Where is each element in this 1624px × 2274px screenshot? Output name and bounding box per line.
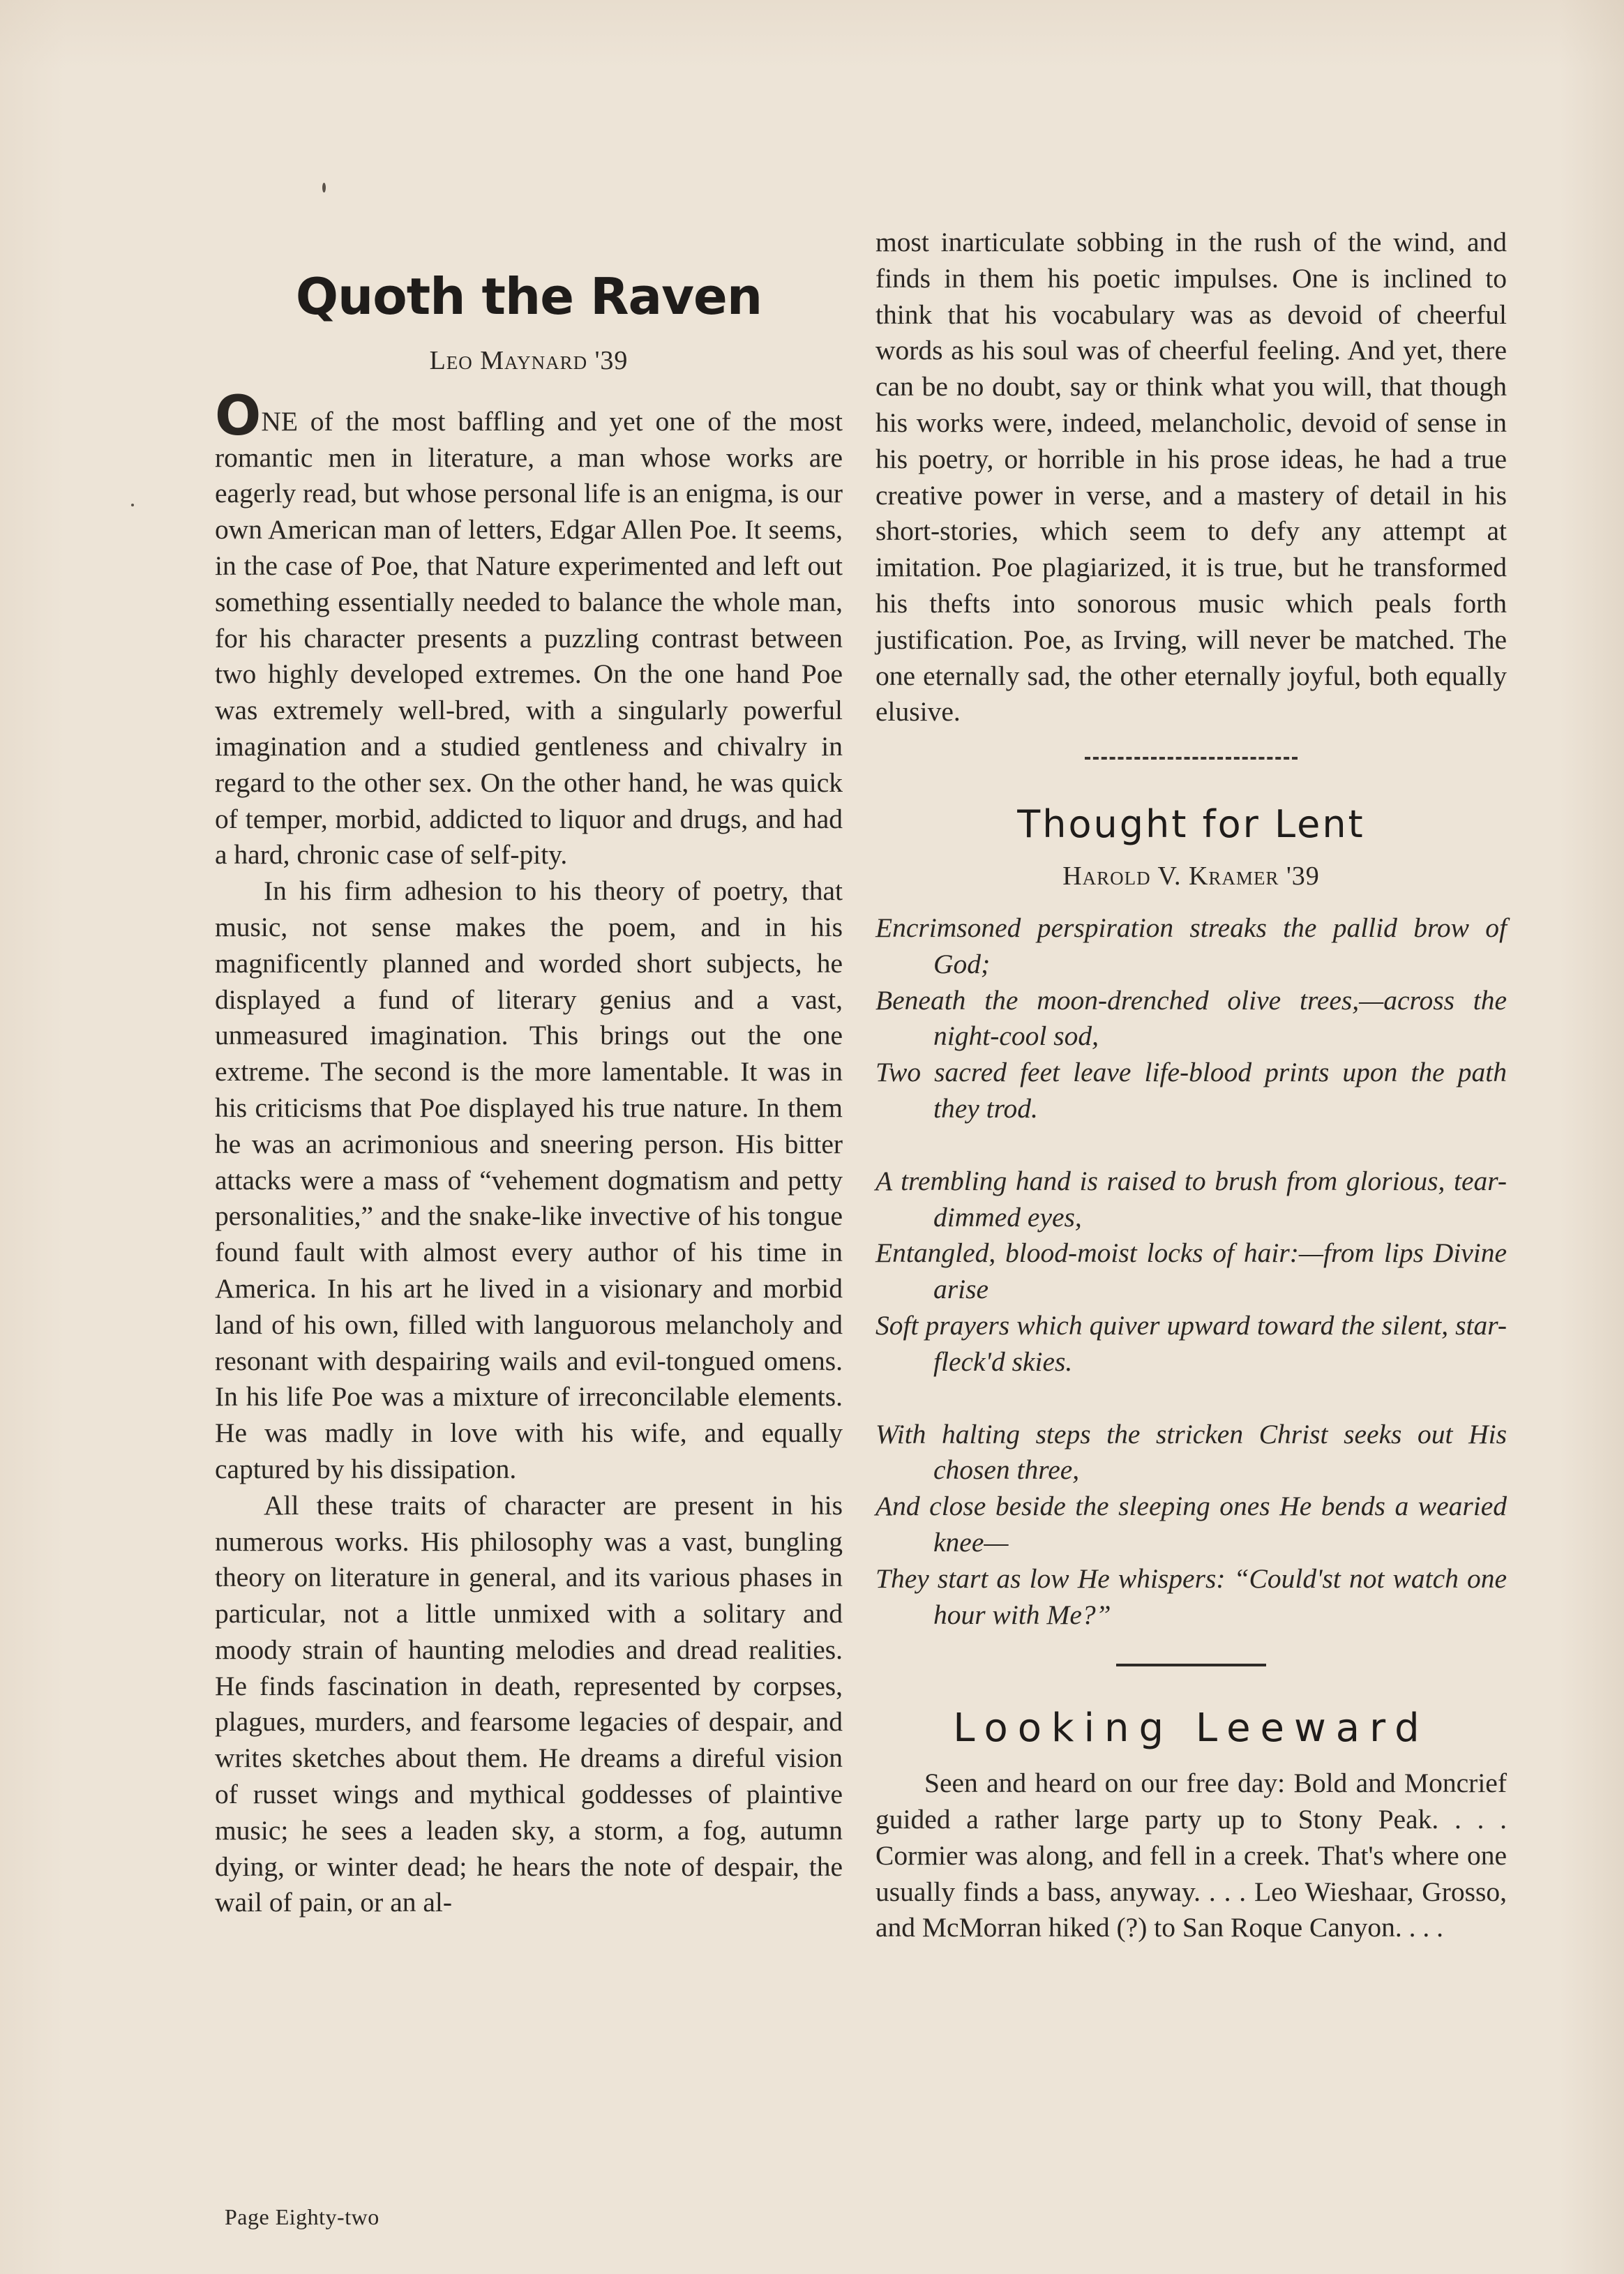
poem-line: Two sacred feet leave life-blood prints upon the path they trod. <box>875 1057 1507 1124</box>
right-column <box>875 225 1507 1946</box>
article-paragraph: All these traits of character are present in his numerous works. His philosophy was a vast, bungling theory on literature in general, and its various phases in particular, not a little unmixed with a solitary and moody strain of haunting melodies and dread realities. He finds fascination in death, represented by corpses, plagues, murders, and fearsome legacies of despair, and writes sketches about them. He dreams a direful vision of russet wings and mythical goddesses of plaintive music; he sees a leaden sky, a storm, a fog, autumn dying, or winter dead; he hears the note of despair, the wail of pain, or an al- <box>215 1489 843 1918</box>
ink-speck <box>131 504 134 506</box>
ink-speck <box>322 183 326 193</box>
article-title-quoth-the-raven: Quoth the Raven <box>295 267 762 326</box>
article-title-looking-leeward: Looking Leeward <box>953 1706 1429 1752</box>
lead-smallcaps: NE <box>261 405 298 437</box>
article-byline: Leo Maynard '39 <box>429 346 629 375</box>
poem-byline: Harold V. Kramer '39 <box>1062 861 1320 891</box>
poem-line: Entangled, blood-moist locks of hair:—from lips Divine arise <box>875 1237 1507 1305</box>
article-paragraph <box>215 384 843 873</box>
article-paragraph: In his firm adhesion to his theory of poetry, that music, not sense makes the poem, and in his magnificently planned and worded short subjects, he displayed a fund of literary genius and a vast, unmeasured imagination. This brings out the one extreme. The second is the more lamentable. It was in his criticisms that Poe displayed his true nature. In them he was an acrimonious and sneering person. His bitter attacks were a mass of “vehement dogmatism and petty personalities,” and the snake-like invective of his tongue found fault with almost every author of his time in America. In his art he lived in a visionary and morbid land of his own, filled with languorous melancholy and resonant with despairing wails and evil-tongued omens. In his life Poe was a mixture of irreconcilable elements. He was madly in love with his wife, and equally captured by his dissipation. <box>215 875 843 1484</box>
poem-line: Beneath the moon-drenched olive trees,—across the night-cool sod, <box>875 984 1507 1052</box>
poem-stanza <box>875 910 1507 1127</box>
poem-stanza <box>875 1164 1507 1380</box>
poem-line: Encrimsoned perspiration streaks the pallid brow of God; <box>875 912 1507 979</box>
poem-line: And close beside the sleeping ones He bends a wearied knee— <box>875 1491 1507 1558</box>
left-column <box>215 265 843 1921</box>
page-number-footer: Page Eighty-two <box>225 2204 379 2229</box>
article-title-thought-for-lent: Thought for Lent <box>1017 802 1365 847</box>
poem-line: With halting steps the stricken Christ seeks out His chosen three, <box>875 1418 1507 1486</box>
poem-stanza <box>875 1417 1507 1634</box>
poem-line: A trembling hand is raised to brush from glorious, tear-dimmed eyes, <box>875 1165 1507 1233</box>
section-divider <box>1116 1664 1266 1666</box>
article-continuation: most inarticulate sobbing in the rush of the wind, and finds in them his poetic impulses. One is inclined to think that his vocabulary was as devoid of cheerful words as his soul was of cheerful feeling. And yet, there can be no doubt, say or think what you will, that though his works were, indeed, melancholic, devoid of sense in his poetry, or horrible in his prose ideas, he had a true creative power in verse, and a mastery of detail in his short-stories, which seem to defy any attempt at imitation. Poe plagiarized, it is true, but he transformed his thefts into sonorous music which peals forth justification. Poe, as Irving, will never be matched. The one eternally sad, the other eternally joyful, both equally elusive. <box>875 227 1507 728</box>
drop-cap: O <box>215 384 262 448</box>
section-divider <box>1085 757 1298 760</box>
poem-line: They start as low He whispers: “Could'st not watch one hour with Me?” <box>875 1563 1507 1630</box>
article-paragraph: Seen and heard on our free day: Bold and Moncrief guided a rather large party up to Stony Peak. . . . Cormier was along, and fell in a creek. That's where one usually finds a bass, anyway. . . . Leo Wieshaar, Grosso, and McMorran hiked (?) to San Roque Canyon. . . . <box>875 1768 1507 1943</box>
poem-line: Soft prayers which quiver upward toward the silent, star-fleck'd skies. <box>875 1309 1507 1377</box>
paragraph-text: of the most baffling and yet one of the most romantic men in literature, a man whose works are eagerly read, but whose personal life is an enigma, is our own American man of letters, Edgar Allen Poe. It seems, in the case of Poe, that Nature experimented and left out something essentially needed to balance the whole man, for his character presents a puzzling contrast between two highly developed extremes. On the one hand Poe was extremely well-bred, with a singularly powerful imagination and a studied gentleness and chivalry in regard to the other sex. On the other hand, he was quick of temper, morbid, addicted to liquor and drugs, and had a hard, chronic case of self-pity. <box>215 405 843 871</box>
